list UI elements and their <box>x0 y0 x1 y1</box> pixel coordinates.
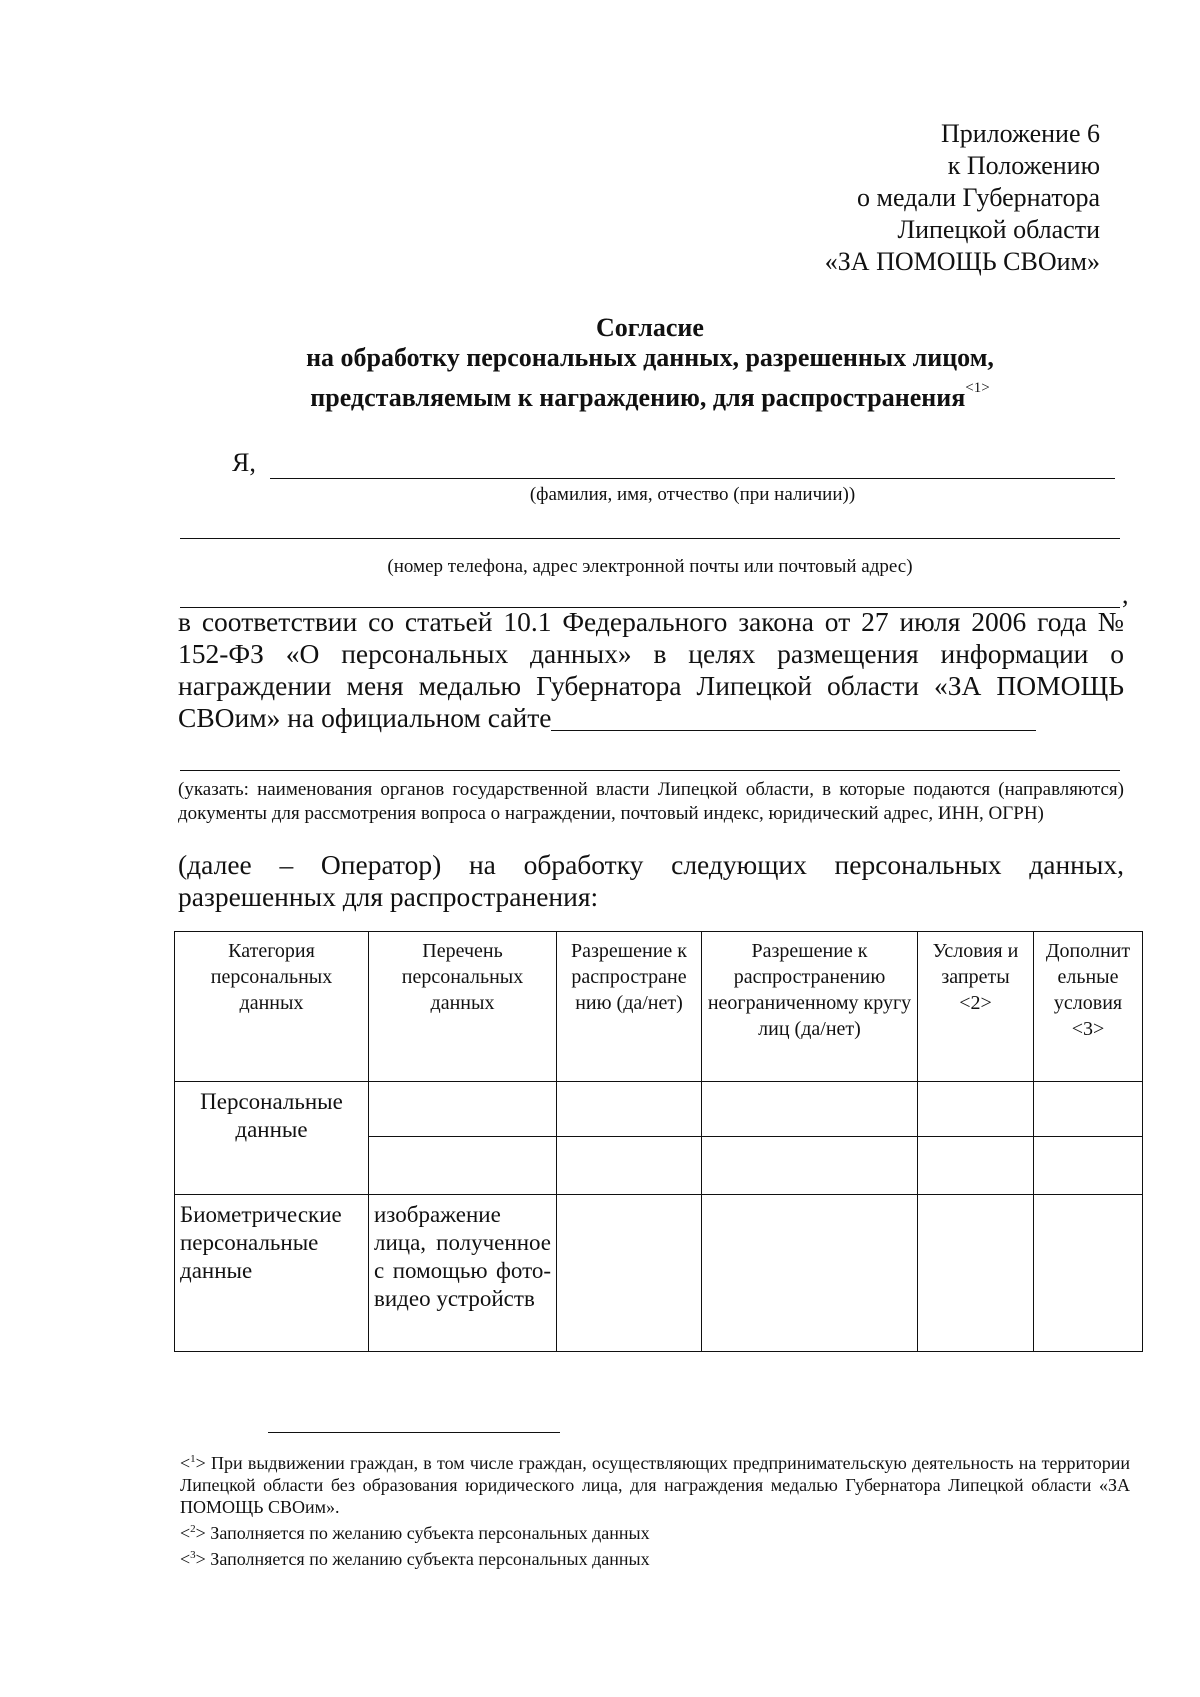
list-cell: изображение лица, полученное с помощью фото-видео устройств <box>369 1195 557 1352</box>
table-cell[interactable] <box>1034 1082 1143 1137</box>
title-line-3-text: представляемым к награждению, для распространения <box>310 383 966 412</box>
table-cell[interactable] <box>1034 1137 1143 1195</box>
appendix-header <box>680 118 1100 278</box>
ya-label: Я, <box>232 448 256 477</box>
footnote-text: > При выдвижении граждан, в том числе граждан, осуществляющих предпринимательскую деятельность на территории Липецкой области без образования юридического лица, для награждения медалью Губернатора Липецкой области «ЗА ПОМОЩЬ СВОим». <box>180 1453 1130 1517</box>
footnote-number: 3 <box>190 1549 196 1561</box>
operator-paragraph: (далее – Оператор) на обработку следующих персональных данных, разрешенных для распространения: <box>178 849 1124 912</box>
appendix-line: Приложение 6 <box>940 119 1100 148</box>
consent-paragraph <box>178 606 1124 734</box>
table-cell[interactable] <box>918 1195 1034 1352</box>
footnote-number: 1 <box>190 1453 196 1465</box>
operator-note: (указать: наименования органов государственной власти Липецкой области, в которые подаются (направляются) документы для рассмотрения вопроса о награждении, почтовый индекс, юридический адрес, ИНН, ОГРН) <box>178 779 1124 824</box>
table-cell[interactable] <box>702 1195 918 1352</box>
header-cell: Категория персональных данных <box>175 932 369 1082</box>
footnote-3 <box>180 1544 1130 1570</box>
category-cell: Персональные данные <box>175 1082 369 1195</box>
table-cell[interactable] <box>918 1137 1034 1195</box>
header-cell: Дополнит ельные условия <3> <box>1034 932 1143 1082</box>
header-cell: Условия и запреты <2> <box>918 932 1034 1082</box>
contact-field-1[interactable] <box>180 538 1120 539</box>
footnote-text: > Заполняется по желанию субъекта персональных данных <box>195 1549 650 1569</box>
comma: , <box>1122 580 1129 609</box>
website-field[interactable] <box>551 706 1036 731</box>
appendix-line: к Положению <box>947 151 1100 180</box>
consent-paragraph-text: в соответствии со статьей 10.1 Федерального закона от 27 июля 2006 года № 152-ФЗ «О персональных данных» в целях размещения информации о награждении меня медалью Губернатора Липецкой области «ЗА ПОМОЩЬ СВОим» на официальном сайте <box>178 606 1124 733</box>
header-cell: Разрешение к распростране нию (да/нет) <box>557 932 702 1082</box>
header-cell: Разрешение к распространению неограниченному кругу лиц (да/нет) <box>702 932 918 1082</box>
table-cell[interactable] <box>702 1082 918 1137</box>
table-row <box>175 1195 1143 1352</box>
title-line-2: на обработку персональных данных, разрешенных лицом, <box>306 343 994 372</box>
footnote-text: > Заполняется по желанию субъекта персональных данных <box>195 1523 650 1543</box>
personal-data-table <box>174 931 1143 1352</box>
table-cell[interactable] <box>369 1082 557 1137</box>
table-cell[interactable] <box>369 1137 557 1195</box>
table-cell[interactable] <box>702 1137 918 1195</box>
footnote-1 <box>180 1448 1130 1518</box>
footnote-mark: < <box>180 1549 191 1569</box>
footnote-2 <box>180 1518 1130 1544</box>
footnote-mark: < <box>180 1523 191 1543</box>
operator-field[interactable] <box>180 770 1120 771</box>
title-line-1: Согласие <box>596 313 704 342</box>
table-cell[interactable] <box>557 1137 702 1195</box>
title-footnote-ref: <1> <box>965 380 990 396</box>
appendix-line: о медали Губернатора <box>856 183 1100 212</box>
table-cell[interactable] <box>918 1082 1034 1137</box>
table-row <box>175 1082 1143 1137</box>
document-title <box>170 313 1130 413</box>
title-line-3 <box>170 373 1130 413</box>
contact-caption: (номер телефона, адрес электронной почты или почтовый адрес) <box>387 556 913 577</box>
table-cell[interactable] <box>1034 1195 1143 1352</box>
appendix-line: Липецкой области <box>897 215 1100 244</box>
fio-field[interactable] <box>270 478 1115 479</box>
table-cell[interactable] <box>557 1195 702 1352</box>
fio-caption: (фамилия, имя, отчество (при наличии)) <box>529 484 856 505</box>
appendix-line: «ЗА ПОМОЩЬ СВОим» <box>824 247 1100 276</box>
table-cell[interactable] <box>557 1082 702 1137</box>
footnote-mark: < <box>180 1453 191 1473</box>
footnote-number: 2 <box>190 1523 196 1535</box>
footnotes <box>180 1448 1130 1570</box>
category-cell: Биометрические персональные данные <box>175 1195 369 1352</box>
header-cell: Перечень персональных данных <box>369 932 557 1082</box>
table-header-row <box>175 932 1143 1082</box>
footnote-separator <box>268 1432 560 1433</box>
